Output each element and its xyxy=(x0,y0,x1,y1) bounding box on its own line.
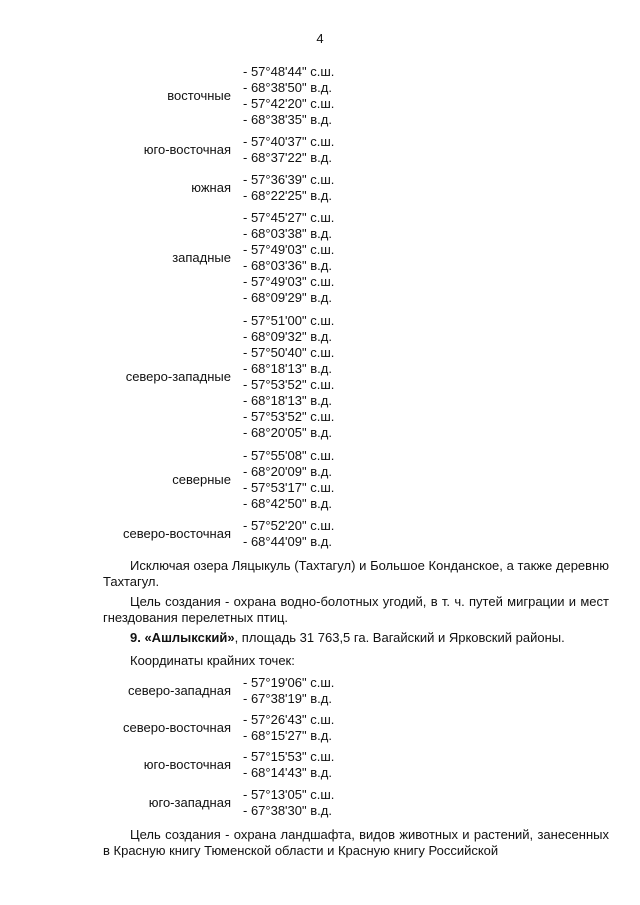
coord-line: - 57°51'00" с.ш. xyxy=(243,313,335,328)
coord-lines xyxy=(243,675,334,707)
coord-block-northeast xyxy=(0,518,640,550)
coord-direction-label: юго-восточная xyxy=(143,142,231,157)
coord-direction-label: юго-восточная xyxy=(143,757,231,772)
coord-line: - 68°22'25" в.д. xyxy=(243,188,332,203)
coord-line: - 57°26'43" с.ш. xyxy=(243,712,335,727)
coord-line: - 57°53'52" с.ш. xyxy=(243,377,335,392)
coord-lines xyxy=(243,787,334,819)
coord-line: - 57°53'17" с.ш. xyxy=(243,480,335,495)
coord-block-southeast xyxy=(0,134,640,166)
coord-direction-label: северные xyxy=(172,472,231,487)
coords-heading: Координаты крайних точек: xyxy=(130,653,295,668)
coord-line: - 57°48'44" с.ш. xyxy=(243,64,335,79)
coord-line: - 57°15'53" с.ш. xyxy=(243,749,335,764)
coord-block-2-southwest xyxy=(0,787,640,819)
coord-line: - 68°44'09" в.д. xyxy=(243,534,332,549)
coord-line: - 57°50'40" с.ш. xyxy=(243,345,335,360)
coord-line: - 68°38'35" в.д. xyxy=(243,112,332,127)
coord-line: - 57°42'20" с.ш. xyxy=(243,96,335,111)
coord-direction-label: южная xyxy=(191,180,231,195)
coord-line: - 57°49'03" с.ш. xyxy=(243,274,335,289)
section-9-details: , площадь 31 763,5 га. Вагайский и Ярковский районы. xyxy=(234,630,565,645)
coord-line: - 67°38'30" в.д. xyxy=(243,803,332,818)
coord-line: - 68°20'09" в.д. xyxy=(243,464,332,479)
coord-direction-label: северо-западная xyxy=(127,683,231,698)
coord-direction-label: северо-западные xyxy=(125,369,231,384)
coord-line: - 68°14'43" в.д. xyxy=(243,765,332,780)
purpose-paragraph: Цель создания - охрана водно-болотных угодий, в т. ч. путей миграции и мест гнездования перелетных птиц. xyxy=(103,594,609,625)
section-9-title: 9. «Ашлыкский» xyxy=(130,630,235,645)
coord-line: - 68°03'36" в.д. xyxy=(243,258,332,273)
coord-line: - 67°38'19" в.д. xyxy=(243,691,332,706)
coord-direction-label: восточные xyxy=(167,88,231,103)
section-9-heading xyxy=(130,630,565,646)
coord-line: - 68°09'29" в.д. xyxy=(243,290,332,305)
coord-line: - 57°49'03" с.ш. xyxy=(243,242,335,257)
coord-direction-label: западные xyxy=(172,250,231,265)
coord-lines xyxy=(243,712,334,744)
coord-line: - 68°18'13" в.д. xyxy=(243,361,332,376)
coord-line: - 57°13'05" с.ш. xyxy=(243,787,335,802)
coord-block-east xyxy=(0,64,640,128)
exclusion-paragraph: Исключая озера Ляцыкуль (Тахтагул) и Большое Конданское, а также деревню Тахтагул. xyxy=(103,558,609,589)
coord-line: - 68°18'13" в.д. xyxy=(243,393,332,408)
coord-line: - 68°15'27" в.д. xyxy=(243,728,332,743)
coord-block-2-northwest xyxy=(0,675,640,707)
final-purpose-paragraph: Цель создания - охрана ландшафта, видов животных и растений, занесенных в Красную книгу Тюменской области и Красную книгу Российской xyxy=(103,827,609,858)
coord-line: - 68°20'05" в.д. xyxy=(243,425,332,440)
coord-line: - 57°40'37" с.ш. xyxy=(243,134,335,149)
coord-line: - 68°42'50" в.д. xyxy=(243,496,332,511)
coord-block-south xyxy=(0,172,640,204)
coord-block-2-northeast xyxy=(0,712,640,744)
coord-lines xyxy=(243,64,334,128)
coord-lines xyxy=(243,448,334,512)
coord-lines xyxy=(243,518,334,550)
coord-lines xyxy=(243,210,334,306)
coord-block-northwest xyxy=(0,313,640,441)
coord-line: - 57°19'06" с.ш. xyxy=(243,675,335,690)
coord-block-north xyxy=(0,448,640,512)
coord-line: - 57°45'27" с.ш. xyxy=(243,210,335,225)
coord-direction-label: северо-восточная xyxy=(123,720,231,735)
coord-block-2-southeast xyxy=(0,749,640,781)
coord-block-west xyxy=(0,210,640,306)
page-number: 4 xyxy=(316,31,324,46)
coord-line: - 68°09'32" в.д. xyxy=(243,329,332,344)
coord-lines xyxy=(243,749,334,781)
coord-direction-label: юго-западная xyxy=(148,795,231,810)
coord-lines xyxy=(243,134,334,166)
coord-line: - 68°38'50" в.д. xyxy=(243,80,332,95)
coord-line: - 57°53'52" с.ш. xyxy=(243,409,335,424)
coord-line: - 68°03'38" в.д. xyxy=(243,226,332,241)
coord-line: - 57°55'08" с.ш. xyxy=(243,448,335,463)
coord-lines xyxy=(243,172,334,204)
coord-line: - 57°52'20" с.ш. xyxy=(243,518,335,533)
coord-line: - 68°37'22" в.д. xyxy=(243,150,332,165)
coord-line: - 57°36'39" с.ш. xyxy=(243,172,335,187)
coord-direction-label: северо-восточная xyxy=(123,526,231,541)
coord-lines xyxy=(243,313,334,441)
